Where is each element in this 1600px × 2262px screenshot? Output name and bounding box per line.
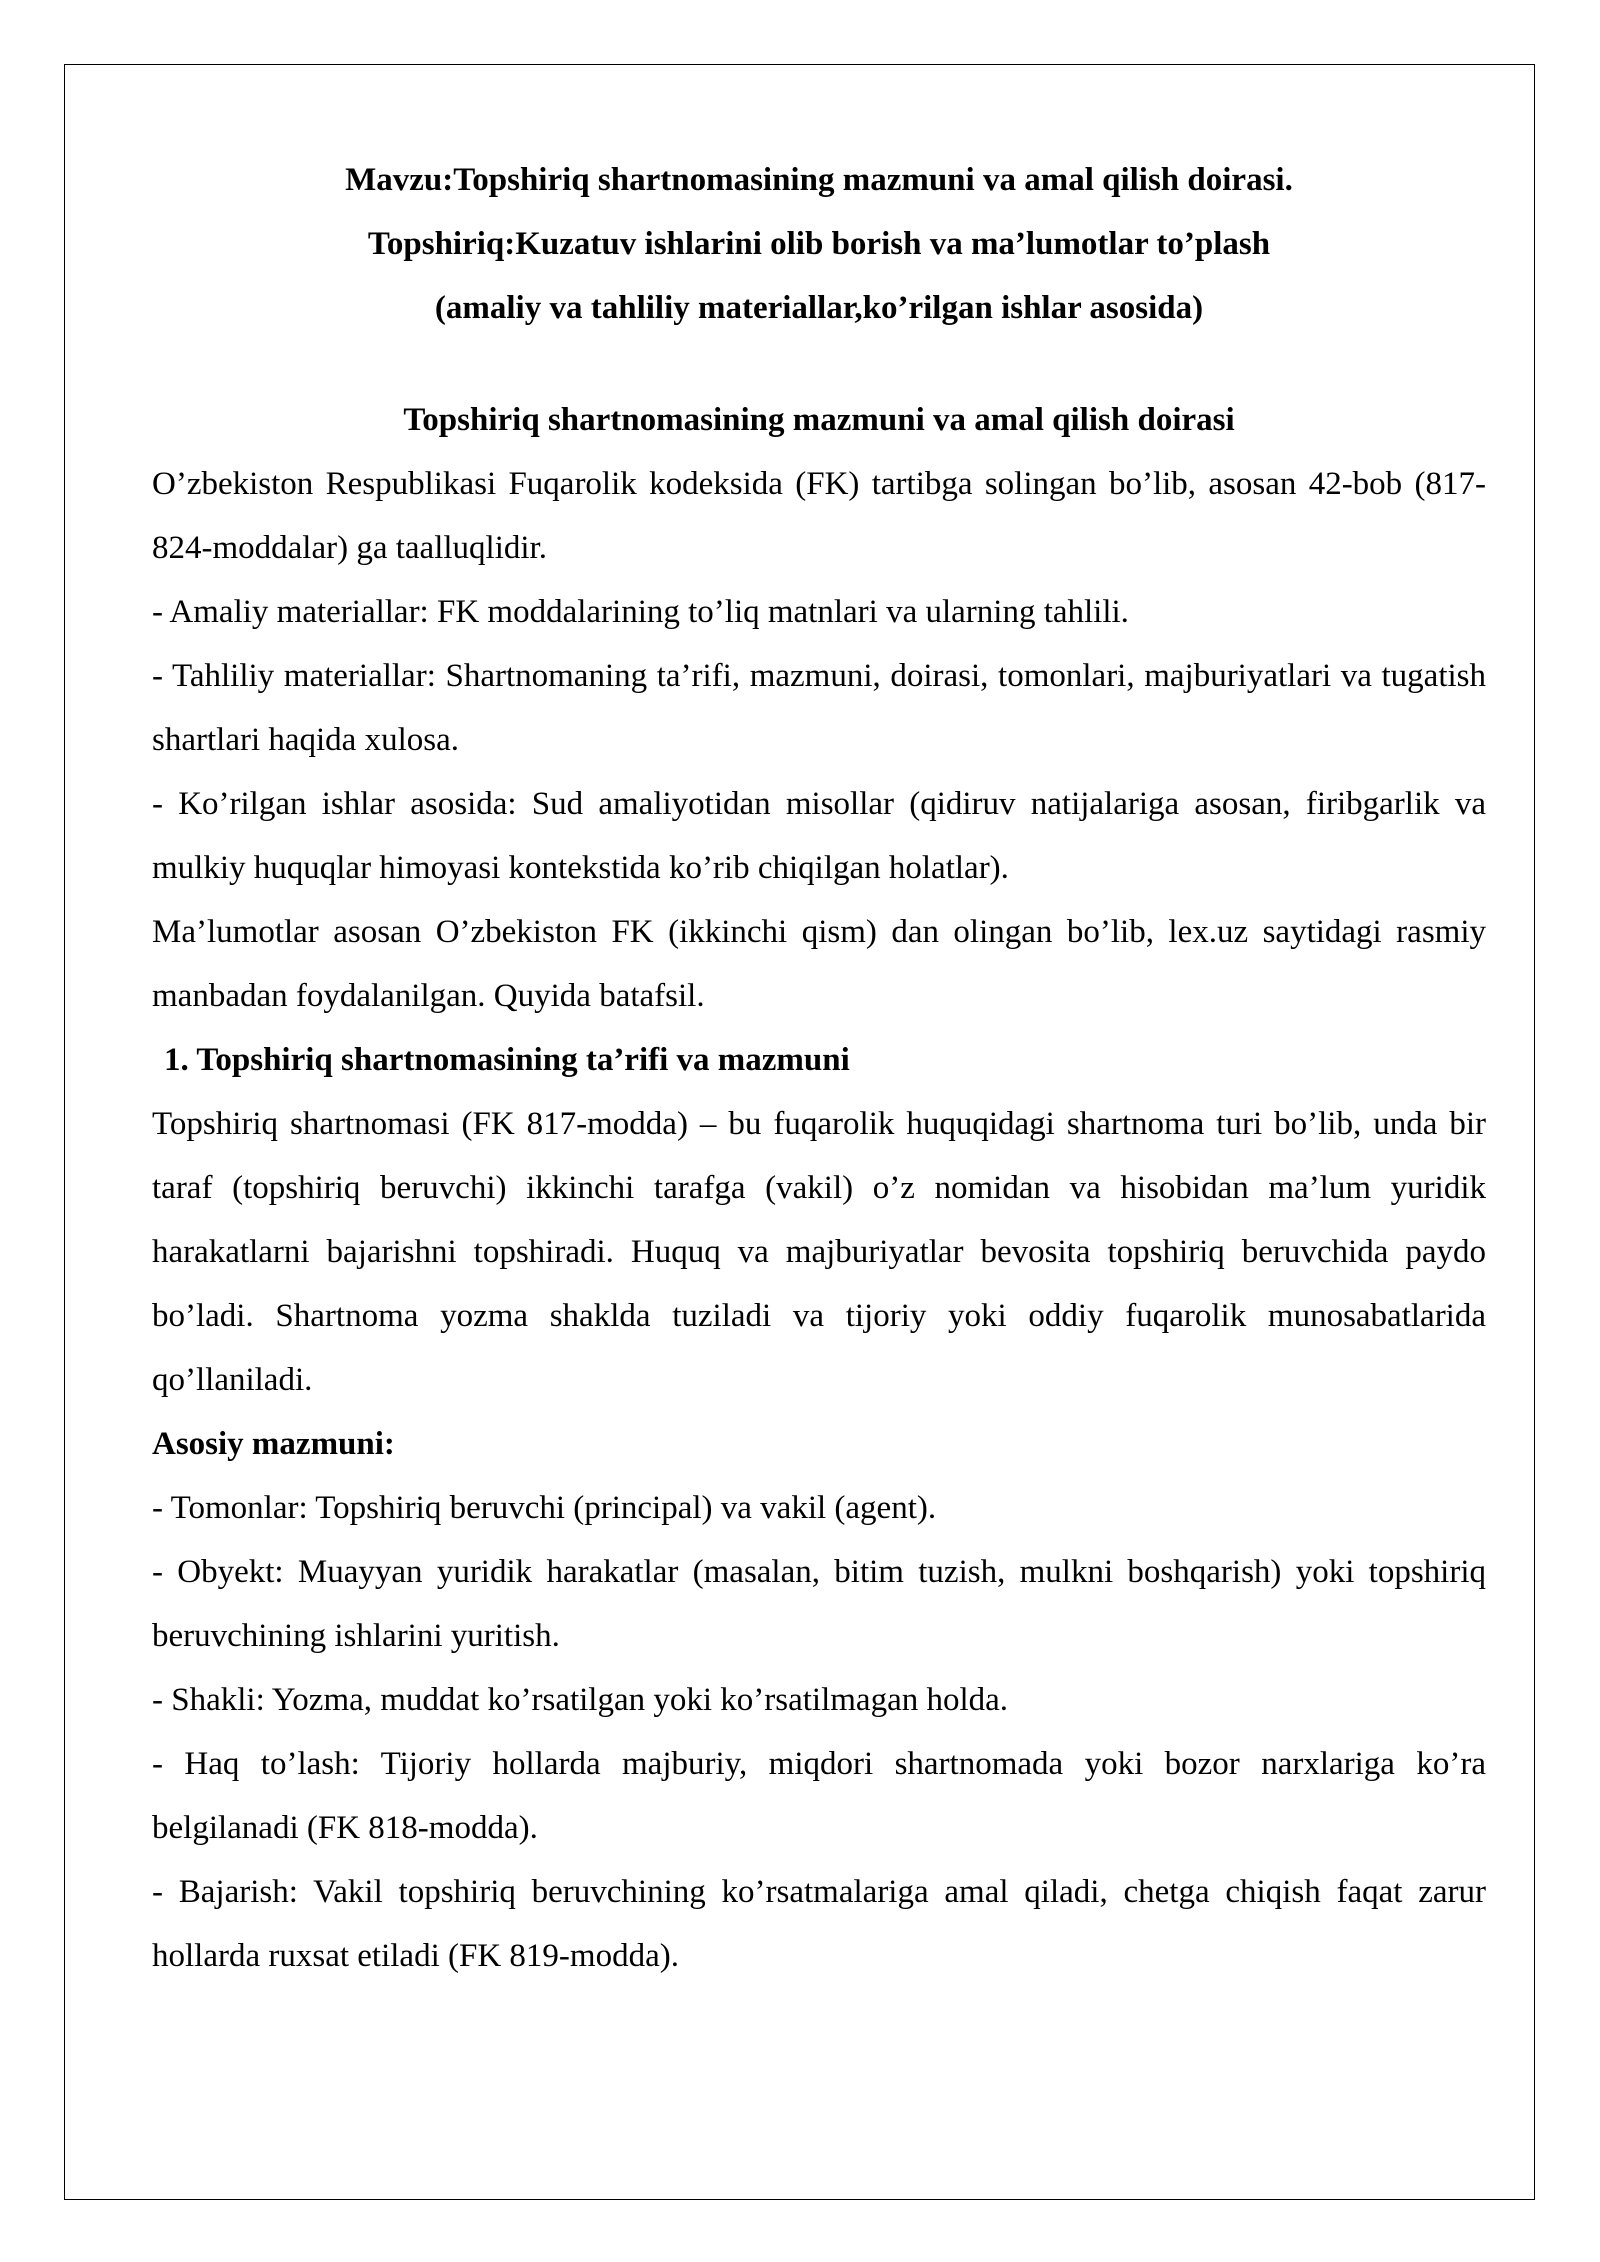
task-title: Topshiriq:Kuzatuv ishlarini olib borish va ma’lumotlar to’plash <box>367 226 1271 262</box>
list-item: - Tomonlar: Topshiriq beruvchi (principal) va vakil (agent). <box>152 1490 937 1526</box>
source-note-paragraph: Ma’lumotlar asosan O’zbekiston FK (ikkinchi qism) dan olingan bo’lib, lex.uz saytidagi rasmiy manbadan foydalanilgan. Quyida batafsil. <box>152 914 1486 1014</box>
practical-materials-item: - Amaliy materiallar: FK moddalarining to’liq matnlari va ularning tahlili. <box>152 594 1129 630</box>
document-body <box>152 148 1486 1988</box>
main-content-subheading: Asosiy mazmuni: <box>152 1426 395 1462</box>
list-item: - Haq to’lash: Tijoriy hollarda majburiy, miqdori shartnomada yoki bozor narxlariga ko’ra belgilanadi (FK 818-modda). <box>152 1746 1486 1846</box>
list-item: - Bajarish: Vakil topshiriq beruvchining ko’rsatmalariga amal qiladi, chetga chiqish faqat zarur hollarda ruxsat etiladi (FK 819-modda). <box>152 1874 1486 1974</box>
reviewed-works-item: - Ko’rilgan ishlar asosida: Sud amaliyotidan misollar (qidiruv natijalariga asosan, firibgarlik va mulkiy huquqlar himoyasi kontekstida ko’rib chiqilgan holatlar). <box>152 786 1486 886</box>
task-subtitle: (amaliy va tahliliy materiallar,ko’rilgan ishlar asosida) <box>434 290 1204 326</box>
definition-paragraph: Topshiriq shartnomasi (FK 817-modda) – bu fuqarolik huquqidagi shartnoma turi bo’lib, unda bir taraf (topshiriq beruvchi) ikkinchi tarafga (vakil) o’z nomidan va hisobidan ma’lum yuridik harakatlarni bajarishni topshiradi. Huquq va majburiyatlar bevosita topshiriq beruvchida paydo bo’ladi. Shartnoma yozma shaklda tuziladi va tijoriy yoki oddiy fuqarolik munosabatlarida qo’llaniladi. <box>152 1106 1486 1398</box>
spacer <box>152 340 1486 388</box>
section-title: Topshiriq shartnomasining mazmuni va amal qilish doirasi <box>403 402 1235 438</box>
topic-title: Mavzu:Topshiriq shartnomasining mazmuni va amal qilish doirasi. <box>345 162 1293 198</box>
list-item: - Shakli: Yozma, muddat ko’rsatilgan yoki ko’rsatilmagan holda. <box>152 1682 1009 1718</box>
intro-paragraph: O’zbekiston Respublikasi Fuqarolik kodeksida (FK) tartibga solingan bo’lib, asosan 42-bob (817-824-moddalar) ga taalluqlidir. <box>152 466 1486 566</box>
section-1-heading: 1. Topshiriq shartnomasining ta’rifi va mazmuni <box>164 1042 850 1078</box>
analytical-materials-item: - Tahliliy materiallar: Shartnomaning ta’rifi, mazmuni, doirasi, tomonlari, majburiyatlari va tugatish shartlari haqida xulosa. <box>152 658 1486 758</box>
list-item: - Obyekt: Muayyan yuridik harakatlar (masalan, bitim tuzish, mulkni boshqarish) yoki topshiriq beruvchining ishlarini yuritish. <box>152 1554 1486 1654</box>
